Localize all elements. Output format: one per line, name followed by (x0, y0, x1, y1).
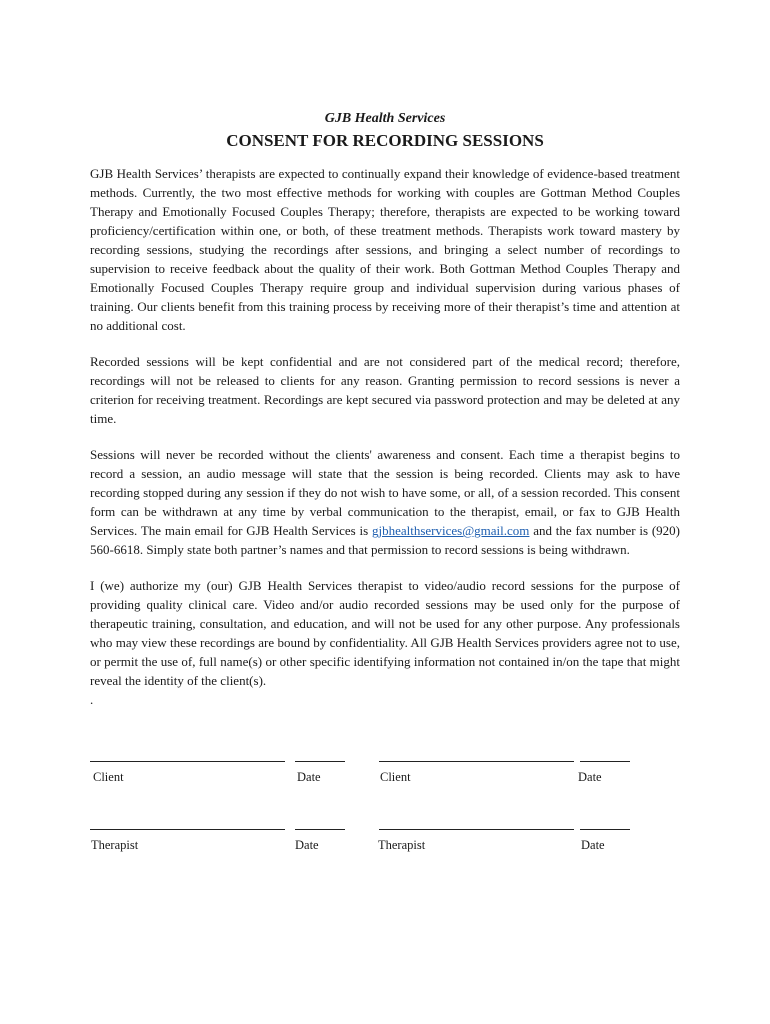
therapist-signature-line-left[interactable] (90, 829, 285, 831)
paragraph-training: GJB Health Services’ therapists are expected to continually expand their knowledge of evidence-based treatment methods. Currently, the two most effective methods for working with couples are Gottman Method Couples Therapy and Emotionally Focused Couples Therapy; therefore, therapists are expected to be working toward proficiency/certification within one, or both, of these treatment methods. Therapists work toward mastery by recording sessions, studying the recordings after sessions, and bringing a select number of recordings to supervision to receive feedback about the quality of their work. Both Gottman Method Couples Therapy and Emotionally Focused Couples Therapy require group and individual supervision during various phases of training. Our clients benefit from this training process by receiving more of their therapist’s time and attention at no additional cost. (90, 166, 680, 333)
signature-row-clients (90, 761, 650, 801)
document-title: CONSENT FOR RECORDING SESSIONS (226, 131, 544, 150)
client-signature-line-right[interactable] (379, 761, 574, 763)
signature-row-therapists (90, 829, 650, 869)
organization-name: GJB Health Services (324, 111, 446, 126)
date-label-right: Date (578, 770, 602, 784)
therapist-signature-line-right[interactable] (379, 829, 574, 831)
withdrawal-text-start: Sessions will never be recorded without the clients' awareness and consent. Each time a therapist begins to record a session, an audio message will state that the session is being recorded. Clients may ask to have recording stopped during any session if they do not wish to have some, or all, of a session recorded. This consent form can be withdrawn at any time by verbal communication to the therapist, email, or fax to GJB Health Services. The main email for GJB Health Services is (90, 447, 680, 538)
document-body (90, 110, 680, 709)
email-link[interactable]: gjbhealthservices@gmail.com (371, 523, 530, 538)
date-label-left: Date (297, 770, 321, 784)
date-label-right-2: Date (581, 838, 605, 852)
client-signature-line-left[interactable] (90, 761, 285, 763)
date-label-left-2: Date (295, 838, 319, 852)
paragraph-withdrawal (90, 445, 680, 559)
paragraph-authorization: I (we) authorize my (our) GJB Health Services therapist to video/audio record sessions for the purpose of providing quality clinical care. Video and/or audio recorded sessions may be used only for the purpose of therapeutic training, consultation, and education, and will not be used for any other purpose. Any professionals who may view these recordings are bound by confidentiality. All GJB Health Services providers agree not to use, or permit the use of, full name(s) or other specific identifying information not contained in/on the tape that might reveal the identity of the client(s). (90, 578, 680, 688)
client-date-line-right[interactable] (580, 761, 630, 763)
therapist-label-right: Therapist (378, 838, 426, 852)
trailing-period: . (90, 692, 94, 707)
therapist-date-line-right[interactable] (580, 829, 630, 831)
client-date-line-left[interactable] (295, 761, 345, 763)
client-label-left: Client (93, 770, 124, 784)
paragraph-confidentiality: Recorded sessions will be kept confidential and are not considered part of the medical record; therefore, recordings will not be released to clients for any reason. Granting permission to record sessions is never a criterion for receiving treatment. Recordings are kept secured via password protection and may be deleted at any time. (90, 354, 680, 426)
client-label-right: Client (380, 770, 411, 784)
therapist-label-left: Therapist (91, 838, 139, 852)
therapist-date-line-left[interactable] (295, 829, 345, 831)
withdrawal-text-end: and the fax number is (920) 560-6618. Simply state both partner’s names and that permission to record sessions is being withdrawn. (90, 523, 680, 557)
